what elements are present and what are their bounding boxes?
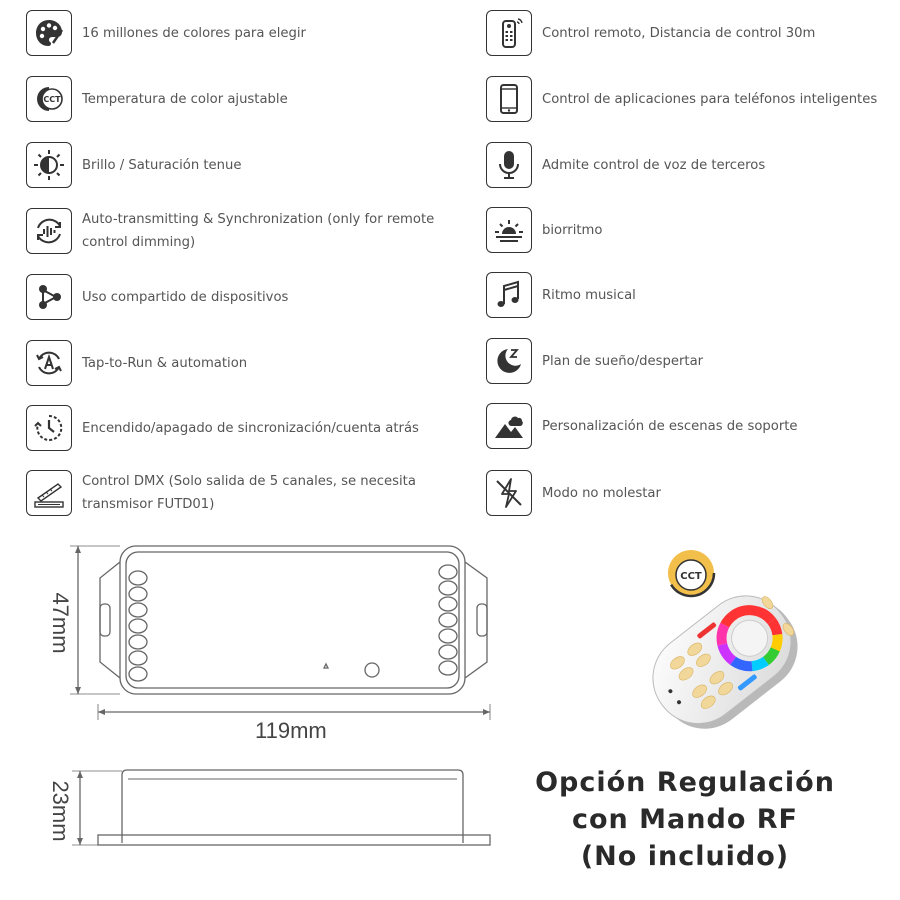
sync-icon xyxy=(26,208,72,254)
brightness-icon xyxy=(26,142,72,188)
rf-remote-illustration xyxy=(625,580,835,760)
timer-icon xyxy=(26,405,72,451)
dmx-icon xyxy=(26,470,72,516)
landscape-icon xyxy=(486,403,532,449)
cct-badge-label: CCT xyxy=(680,571,702,582)
feature-item xyxy=(486,403,798,449)
remote-control-icon xyxy=(486,10,532,56)
music-note-icon xyxy=(486,272,532,318)
caption-line-2: con Mando RF xyxy=(572,804,798,835)
feature-item xyxy=(26,76,288,122)
feature-label: Tap-to-Run & automation xyxy=(82,355,248,371)
cct-badge-text: CCT xyxy=(43,95,61,104)
cct-icon xyxy=(26,76,72,122)
feature-item xyxy=(486,338,703,384)
controller-top-view-drawing xyxy=(40,540,510,730)
feature-item xyxy=(26,208,442,254)
caption-line-1: Opción Regulación xyxy=(535,767,835,798)
share-icon xyxy=(26,274,72,320)
feature-label: 16 millones de colores para elegir xyxy=(82,25,306,41)
feature-item xyxy=(26,405,419,451)
feature-item xyxy=(486,272,636,318)
height-dimension-label: 47mm xyxy=(48,592,73,654)
microphone-icon xyxy=(486,142,532,188)
feature-item xyxy=(26,274,288,320)
feature-item xyxy=(26,470,442,516)
feature-label: biorritmo xyxy=(542,222,603,238)
feature-label: Uso compartido de dispositivos xyxy=(82,289,289,305)
feature-item xyxy=(486,470,661,516)
feature-item xyxy=(486,76,877,122)
palette-icon xyxy=(26,10,72,56)
caption-line-3: (No incluido) xyxy=(580,841,790,872)
width-dimension-label: 119mm xyxy=(255,718,327,743)
feature-label: Control remoto, Distancia de control 30m xyxy=(542,25,816,41)
feature-label: Ritmo musical xyxy=(542,287,636,303)
feature-label: Control DMX (Solo salida de 5 canales, se necesita transmisor FUTD01) xyxy=(82,474,416,512)
feature-item xyxy=(486,142,765,188)
feature-item xyxy=(26,142,242,188)
feature-item xyxy=(486,10,815,56)
sunrise-icon xyxy=(486,207,532,253)
moon-sleep-icon xyxy=(486,338,532,384)
smartphone-icon xyxy=(486,76,532,122)
feature-label: Admite control de voz de terceros xyxy=(542,157,766,173)
depth-dimension-label: 23mm xyxy=(48,780,73,842)
feature-label: Temperatura de color ajustable xyxy=(82,91,288,107)
feature-label: Plan de sueño/despertar xyxy=(542,353,704,369)
feature-label: Personalización de escenas de soporte xyxy=(542,418,798,434)
feature-label: Encendido/apagado de sincronización/cuenta atrás xyxy=(82,420,419,436)
feature-label: Modo no molestar xyxy=(542,485,661,501)
automation-icon xyxy=(26,340,72,386)
feature-item xyxy=(26,340,247,386)
feature-label: Auto-transmitting & Synchronization (only for remote control dimming) xyxy=(82,212,435,250)
feature-label: Control de aplicaciones para teléfonos inteligentes xyxy=(542,91,878,107)
feature-label: Brillo / Saturación tenue xyxy=(82,157,242,173)
feature-item xyxy=(486,207,602,253)
controller-side-view-drawing xyxy=(40,765,510,855)
feature-item xyxy=(26,10,306,56)
lightning-off-icon xyxy=(486,470,532,516)
